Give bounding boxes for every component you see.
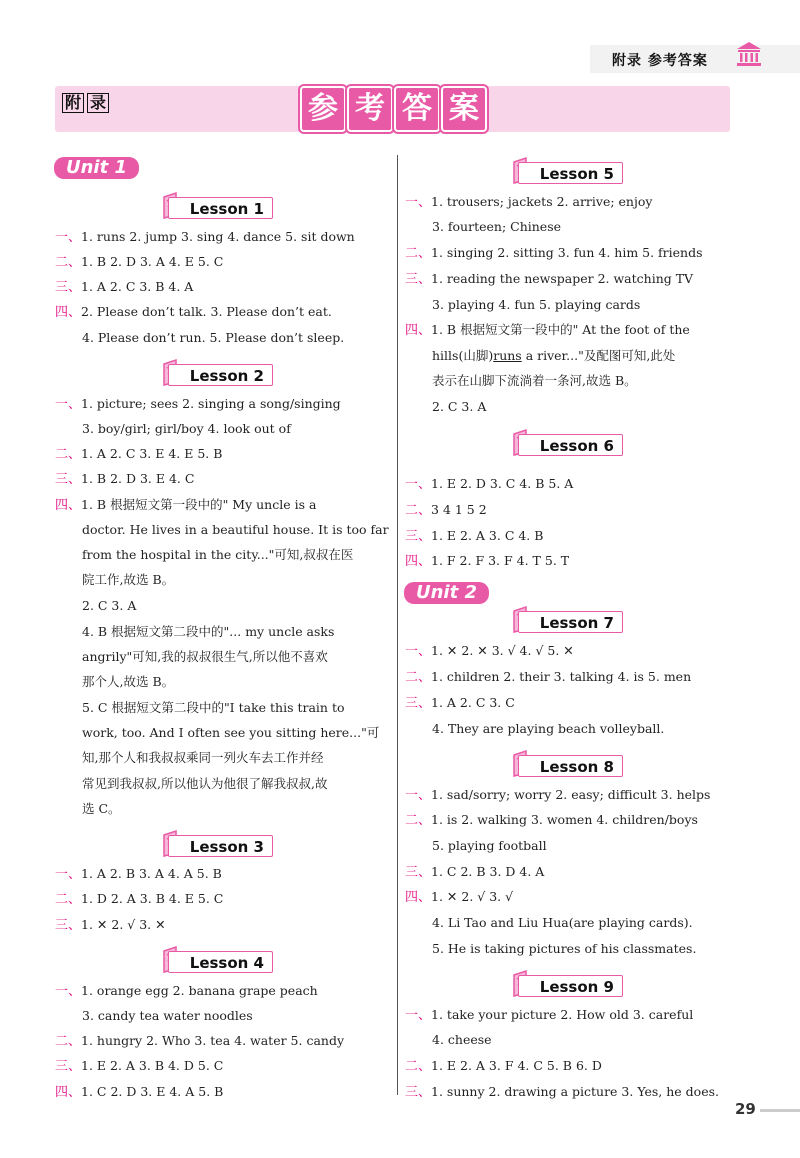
answer-line: 一、1. take your picture 2. How old 3. careful — [405, 1007, 694, 1023]
answer-line: 4. B 根据短文第二段中的"... my uncle asks — [82, 624, 335, 639]
answer-line: 那个人,故选 B。 — [82, 674, 175, 689]
answer-line: 二、1. hungry 2. Who 3. tea 4. water 5. candy — [55, 1033, 345, 1049]
answer-line: 3. fourteen; Chinese — [432, 219, 562, 234]
answer-line: 二、1. children 2. their 3. talking 4. is 5. men — [405, 669, 692, 685]
answer-line: 3. candy tea water noodles — [82, 1008, 253, 1023]
answer-line: 三、1. A 2. C 3. C — [405, 695, 515, 711]
answer-line: 2. C 3. A — [82, 598, 137, 613]
answer-line: from the hospital in the city..."可知,叔叔在医 — [82, 547, 354, 562]
answer-line: 三、1. C 2. B 3. D 4. A — [405, 864, 545, 880]
answer-line: 三、1. E 2. A 3. B 4. D 5. C — [55, 1058, 224, 1074]
answer-line: 一、1. picture; sees 2. singing a song/singing — [55, 396, 341, 412]
answer-line: 选 C。 — [82, 801, 121, 816]
answer-line: 一、1. orange egg 2. banana grape peach — [55, 983, 318, 999]
title-char: 答 — [394, 86, 440, 132]
unit-2-heading: Unit 2 — [404, 582, 489, 604]
temple-icon — [735, 40, 763, 68]
answer-line: 三、1. ✕ 2. √ 3. ✕ — [55, 917, 166, 933]
answer-line: 3. playing 4. fun 5. playing cards — [432, 297, 641, 312]
lesson-6-heading: Lesson 6 — [518, 434, 623, 456]
page-number-rule — [760, 1109, 800, 1112]
answer-line: 一、1. ✕ 2. ✕ 3. √ 4. √ 5. ✕ — [405, 643, 574, 659]
answer-line: 院工作,故选 B。 — [82, 572, 175, 587]
answer-line: 一、1. E 2. D 3. C 4. B 5. A — [405, 476, 574, 492]
answer-line: 四、1. ✕ 2. √ 3. √ — [405, 889, 514, 905]
answer-line: 表示在山脚下流淌着一条河,故选 B。 — [432, 373, 637, 388]
lesson-9-heading: Lesson 9 — [518, 975, 623, 997]
answer-line: 三、1. sunny 2. drawing a picture 3. Yes, he does. — [405, 1084, 719, 1100]
lesson-5-heading: Lesson 5 — [518, 162, 623, 184]
title-char: 参 — [300, 86, 346, 132]
answer-line: 四、1. C 2. D 3. E 4. A 5. B — [55, 1084, 224, 1100]
lesson-7-heading: Lesson 7 — [518, 611, 623, 633]
answer-line: 4. Please don’t run. 5. Please don’t sleep. — [82, 330, 345, 345]
lesson-4-heading: Lesson 4 — [168, 951, 273, 973]
answer-line: 4. They are playing beach volleyball. — [432, 721, 665, 736]
answer-line: work, too. And I often see you sitting here..."可 — [82, 725, 380, 740]
answer-line: hills(山脚)runs a river..."及配图可知,此处 — [432, 348, 676, 363]
answer-line: 一、1. runs 2. jump 3. sing 4. dance 5. sit down — [55, 229, 355, 245]
answer-line: 知,那个人和我叔叔乘同一列火车去工作并经 — [82, 750, 324, 765]
lesson-8-heading: Lesson 8 — [518, 755, 623, 777]
answer-line: 二、1. A 2. C 3. E 4. E 5. B — [55, 446, 223, 462]
answer-line: 二、1. D 2. A 3. B 4. E 5. C — [55, 891, 224, 907]
answer-line: 3. boy/girl; girl/boy 4. look out of — [82, 421, 291, 436]
answer-line: 二、3 4 1 5 2 — [405, 502, 487, 518]
answer-line: 三、1. A 2. C 3. B 4. A — [55, 279, 194, 295]
column-divider — [397, 155, 398, 1095]
answer-line: 二、1. is 2. walking 3. women 4. children/boys — [405, 812, 698, 828]
answer-line: 四、1. B 根据短文第一段中的" At the foot of the — [405, 322, 690, 338]
answer-line: angrily"可知,我的叔叔很生气,所以他不喜欢 — [82, 649, 328, 664]
unit-1-heading: Unit 1 — [54, 157, 139, 179]
page-number: 29 — [735, 1100, 756, 1118]
lesson-1-heading: Lesson 1 — [168, 197, 273, 219]
header-text: 附录 参考答案 — [612, 53, 708, 69]
answer-line: 5. C 根据短文第二段中的"I take this train to — [82, 700, 345, 715]
appendix-label: 附 录 — [62, 93, 112, 113]
answer-line: 一、1. sad/sorry; worry 2. easy; difficult 3. helps — [405, 787, 711, 803]
answer-line: 二、1. E 2. A 3. F 4. C 5. B 6. D — [405, 1058, 602, 1074]
answer-line: 4. cheese — [432, 1032, 492, 1047]
answer-line: 二、1. singing 2. sitting 3. fun 4. him 5. friends — [405, 245, 703, 261]
answer-line: 一、1. A 2. B 3. A 4. A 5. B — [55, 866, 222, 882]
answer-line: 2. C 3. A — [432, 399, 487, 414]
answer-line: 5. He is taking pictures of his classmates. — [432, 941, 697, 956]
answer-line: 二、1. B 2. D 3. A 4. E 5. C — [55, 254, 224, 270]
answer-line: 一、1. trousers; jackets 2. arrive; enjoy — [405, 194, 653, 210]
answer-line: doctor. He lives in a beautiful house. It is too far — [82, 522, 389, 537]
answer-line: 4. Li Tao and Liu Hua(are playing cards). — [432, 915, 693, 930]
answer-line: 三、1. B 2. D 3. E 4. C — [55, 471, 195, 487]
answer-line: 四、1. B 根据短文第一段中的" My uncle is a — [55, 497, 317, 513]
title-char: 案 — [441, 86, 487, 132]
answer-line: 四、2. Please don’t talk. 3. Please don’t eat. — [55, 304, 332, 320]
answer-line: 四、1. F 2. F 3. F 4. T 5. T — [405, 553, 570, 569]
lesson-2-heading: Lesson 2 — [168, 364, 273, 386]
lesson-3-heading: Lesson 3 — [168, 835, 273, 857]
answer-line: 三、1. reading the newspaper 2. watching TV — [405, 271, 694, 287]
answer-line: 5. playing football — [432, 838, 547, 853]
answer-line: 常见到我叔叔,所以他认为他很了解我叔叔,故 — [82, 776, 328, 791]
answer-line: 三、1. E 2. A 3. C 4. B — [405, 528, 544, 544]
title-char: 考 — [347, 86, 393, 132]
